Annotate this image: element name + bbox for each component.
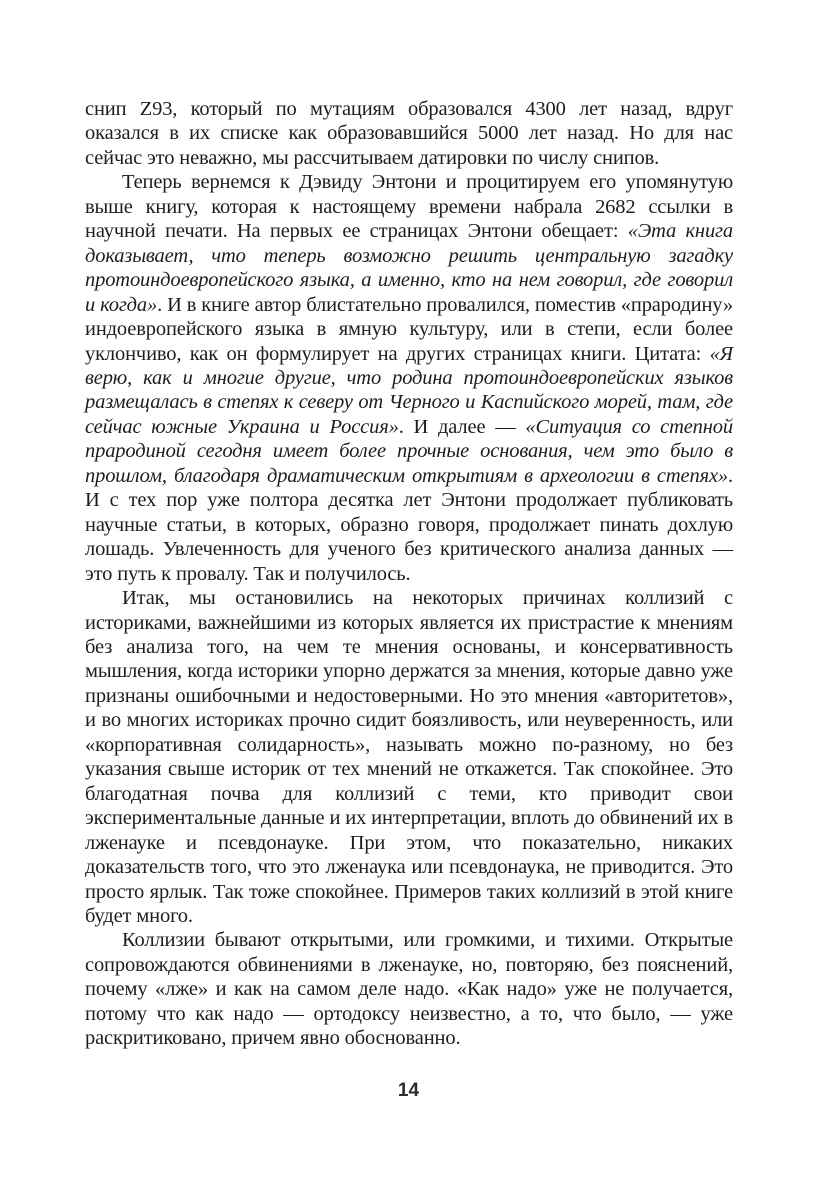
text-run: . И с тех пор уже полтора десятка лет Энтони продолжает публиковать научные статьи, в которых, образно говоря, продолжает пинать дохлую лошадь. Увлеченность для ученого без критического анализа данных — это путь к провалу. Так и получилось.	[85, 464, 733, 585]
quote-run: «Ситуация со степной прародиной сегодня имеет более прочные основания, чем это было в прошлом, благодаря драматическим открытиям в археологии в степях»	[85, 415, 733, 487]
quote-run: «Я верю, как и многие другие, что родина протоиндоевропейских языков размещалась в степях к северу от Черного и Каспийского морей, там, где сейчас южные Украина и Россия»	[85, 342, 733, 438]
text-run: . И в книге автор блистательно провалился, поместив «прародину» индоевропейского языка в ямную культуру, или в степи, если более уклончиво, как он формулирует на других страницах книги. Цитата:	[85, 293, 733, 365]
page-text	[85, 97, 733, 1051]
paragraph-4	[85, 928, 733, 1050]
text-run: . И далее —	[398, 415, 526, 438]
page-number: 14	[397, 1080, 420, 1101]
text-run: Итак, мы остановились на некоторых причинах коллизий с историками, важнейшими из которых является их пристрастие к мнениям без анализа того, на чем те мнения основаны, и консервативность мышления, когда историки упорно держатся за мнения, которые давно уже признаны ошибочными и недостоверными. Но это мнения «авторитетов», и во многих историках прочно сидит боязливость, или неуверенность, или «корпоративная солидарность», называть можно по-разному, но без указания свыше историк от тех мнений не откажется. Так спокойнее. Это благодатная почва для коллизий с теми, кто приводит свои экспериментальные данные и их интерпретации, вплоть до обвинений их в лженауке и псевдонауке. При этом, что показательно, никаких доказательств того, что это лженаука или псевдонаука, не приводится. Это просто ярлык. Так тоже спокойнее. Примеров таких коллизий в этой книге будет много.	[85, 587, 733, 927]
quote-run: «Эта книга доказывает, что теперь возможно решить центральную загадку протоиндоевропейского языка, а именно, кто на нем говорил, где говорил и когда»	[85, 220, 733, 316]
text-run: снип Z93, который по мутациям образовался 4300 лет назад, вдруг оказался в их списке как образовавшийся 5000 лет назад. Но для нас сейчас это неважно, мы рассчитываем датировки по числу снипов.	[85, 98, 733, 169]
text-run: Теперь вернемся к Дэвиду Энтони и процитируем его упомянутую выше книгу, которая к настоящему времени набрала 2682 ссылки в научной печати. На первых ее страницах Энтони обещает:	[85, 171, 733, 243]
paragraph-3	[85, 586, 733, 928]
paragraph-1	[85, 97, 733, 170]
text-run: Коллизии бывают открытыми, или громкими, и тихими. Открытые сопровождаются обвинениями в лженауке, но, повторяю, без пояснений, почему «лже» и как на самом деле надо. «Как надо» уже не получается, потому что как надо — ортодоксу неизвестно, а то, что было, — уже раскритиковано, причем явно обоснованно.	[85, 929, 733, 1050]
paragraph-2	[85, 170, 733, 586]
